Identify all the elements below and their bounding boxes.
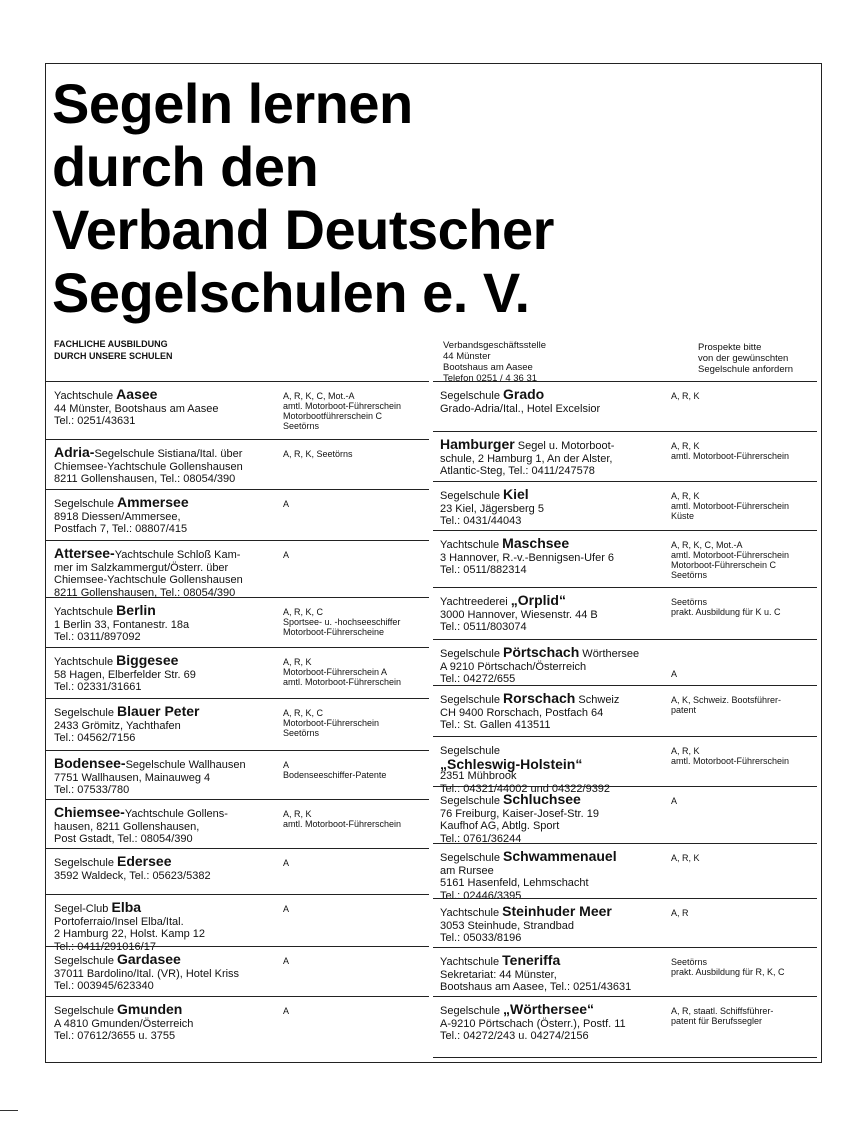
school-name: Schwammenauel (503, 848, 617, 864)
school-address (440, 594, 670, 634)
address-line: hausen, 8211 Gollenshausen, (54, 820, 200, 833)
school-entry-grado (433, 381, 817, 431)
school-type: Yachtschule (54, 390, 117, 402)
address-line: Tel.: 0511/803074 (440, 621, 527, 633)
qualification-line: A, R, K (283, 809, 312, 819)
qualifications (283, 809, 433, 829)
school-entry-gmunden (45, 996, 429, 1046)
school-name: Edersee (117, 853, 172, 869)
school-heading-suffix: Segelschule Sistiana/Ital. über (94, 448, 243, 460)
school-entry-chiemsee (45, 799, 429, 848)
school-type: Yachtschule (440, 907, 503, 919)
address-line: 2433 Grömitz, Yachthafen (54, 719, 181, 732)
qualification-line: amtl. Motorboot-Führerschein (283, 677, 402, 687)
school-entry-poertschach (433, 639, 817, 685)
school-entry-aasee (45, 381, 429, 439)
school-name: Maschsee (502, 535, 570, 551)
school-entry-blauer-peter (45, 698, 429, 750)
school-list-left (45, 381, 429, 1046)
school-address (440, 793, 670, 845)
address-line: 3592 Waldeck, Tel.: 05623/5382 (54, 869, 211, 882)
address-line: Chiemsee-Yachtschule Gollenshausen (54, 574, 243, 586)
school-heading-suffix: Segelschule Wallhausen (125, 759, 246, 771)
school-address (440, 488, 670, 528)
school-type: Yachtreederei (440, 596, 511, 608)
school-address (440, 1003, 670, 1043)
school-address (54, 705, 286, 745)
school-address (440, 646, 670, 686)
qualification-line: Motorboot-Führerschein A (283, 667, 388, 677)
qualifications (283, 904, 433, 914)
school-name: Grado (503, 386, 545, 402)
address-line: Tel.: 02446/3395 (440, 889, 522, 902)
qualifications (671, 391, 821, 401)
qualification-line: amtl. Motorboot-Führerschein (671, 451, 790, 461)
school-address (440, 388, 670, 415)
address-line: Tel.: 0511/882314 (440, 564, 527, 576)
address-line: Tel.: 0761/36244 (440, 832, 522, 845)
school-entry-teneriffa (433, 947, 817, 996)
address-line: Atlantic-Steg, Tel.: 0411/247578 (440, 465, 595, 477)
school-heading (440, 954, 670, 969)
qualification-line: amtl. Motorboot-Führerschein (283, 401, 402, 411)
qualification-line: A, R, K (283, 657, 312, 667)
school-address (54, 654, 286, 694)
qualification-line: A (283, 499, 290, 509)
office-address-line: 44 Münster (443, 351, 491, 362)
address-line: Tel.: 003945/623340 (54, 980, 154, 992)
qualification-line: Motorboot-Führerschein C (671, 560, 777, 570)
school-heading-suffix: Yachtschule Gollens- (124, 808, 228, 820)
school-name: Bodensee- (54, 755, 126, 771)
school-name: Blauer Peter (117, 703, 200, 719)
qualification-line: A (283, 760, 290, 770)
address-line: Tel.: 07533/780 (54, 784, 130, 796)
qualifications (671, 441, 821, 461)
qualification-line: A (283, 858, 290, 868)
address-line: 1 Berlin 33, Fontanestr. 18a (54, 618, 190, 631)
school-address (54, 953, 286, 993)
headline-line: Segelschulen e. V. (52, 261, 530, 324)
school-entry-woerthersee (433, 996, 817, 1045)
address-line: A 9210 Pörtschach/Österreich (440, 660, 587, 673)
school-entry-ammersee (45, 489, 429, 540)
qualifications (283, 1006, 433, 1016)
school-type: Segelschule (440, 745, 500, 757)
qualifications (671, 695, 821, 715)
school-entry-steinhuder-meer (433, 898, 817, 947)
qualification-line: amtl. Motorboot-Führerschein (283, 819, 402, 829)
qualifications (283, 760, 433, 780)
school-heading (54, 806, 286, 821)
school-address (54, 547, 286, 599)
school-type: Segelschule (440, 648, 503, 660)
school-name: Adria- (54, 444, 95, 460)
address-line: Grado-Adria/Ital., Hotel Excelsior (440, 402, 601, 415)
school-address (54, 757, 286, 797)
address-line: Kaufhof AG, Abtlg. Sport (440, 820, 560, 832)
school-name: Pörtschach (503, 644, 580, 660)
school-name: Gmunden (117, 1001, 183, 1017)
school-name: Hamburger (440, 436, 515, 452)
school-entry-gardasee (45, 946, 429, 996)
school-type: Segelschule (54, 707, 117, 719)
school-entry-schluchsee (433, 786, 817, 843)
school-address (54, 806, 286, 846)
qualifications (283, 449, 433, 459)
qualification-line: Bodenseeschiffer-Patente (283, 770, 387, 780)
qualifications (283, 499, 433, 509)
address-line: Postfach 7, Tel.: 08807/415 (54, 523, 188, 535)
school-heading (54, 604, 286, 619)
address-line: am Rursee (440, 864, 494, 877)
headline (52, 72, 812, 324)
school-type: Yachtschule (54, 656, 117, 668)
address-line: 5161 Hasenfeld, Lehmschacht (440, 877, 589, 889)
school-heading (440, 537, 670, 552)
address-line: Tel.: 04562/7156 (54, 732, 136, 744)
school-name: Chiemsee- (54, 804, 125, 820)
address-line: Bootshaus am Aasee, Tel.: 0251/43631 (440, 981, 632, 993)
qualifications (671, 649, 821, 679)
school-entry-orplid (433, 587, 817, 639)
school-address (440, 537, 670, 577)
school-type: Yachtschule (440, 539, 503, 551)
qualification-line: patent für Berufssegler (671, 1016, 763, 1026)
school-address (440, 692, 670, 732)
school-type: Segelschule (54, 857, 117, 869)
address-line: Tel.: 04321/44002 und 04322/9392 (440, 782, 611, 795)
qualification-line: amtl. Motorboot-Führerschein (671, 756, 790, 766)
school-type: Segelschule (440, 390, 503, 402)
address-line: 3 Hannover, R.-v.-Bennigsen-Ufer 6 (440, 551, 615, 564)
school-entry-schwammenauel (433, 843, 817, 902)
address-line: 37011 Bardolino/Ital. (VR), Hotel Kriss (54, 967, 240, 980)
qualification-line: Motorbootführerschein C (283, 411, 383, 421)
qualifications (671, 491, 821, 521)
school-name: Aasee (116, 386, 158, 402)
training-note-line: FACHLICHE AUSBILDUNG (54, 339, 168, 349)
school-entry-biggesee (45, 647, 429, 698)
training-note-line: DURCH UNSERE SCHULEN (54, 351, 173, 361)
qualification-line: A, R, K, Seetörns (283, 449, 353, 459)
school-type: Segelschule (440, 490, 503, 502)
address-line: A-9210 Pörtschach (Österr.), Postf. 11 (440, 1017, 626, 1030)
qualification-line: Küste (671, 511, 695, 521)
school-type: Segelschule (54, 955, 117, 967)
address-line: „Schleswig-Holstein“ (440, 755, 583, 772)
brochure-note-line: Prospekte bitte (698, 342, 762, 353)
qualification-line: A, K, Schweiz. Bootsführer- (671, 695, 782, 705)
school-name: Biggesee (116, 652, 179, 668)
address-line: Tel.: St. Gallen 413511 (440, 719, 551, 731)
qualification-line: Sportsee- u. -hochseeschiffer (283, 617, 401, 627)
qualification-line: A, R (671, 908, 689, 918)
qualification-line: Seetörns (283, 728, 320, 738)
headline-line: durch den (52, 135, 319, 198)
address-line: Tel.: 04272/655 (440, 673, 516, 685)
address-line: Tel.: 0411/291016/17 (54, 940, 156, 953)
school-entry-berlin (45, 597, 429, 647)
school-name: Steinhuder Meer (502, 903, 612, 919)
school-heading (54, 547, 286, 562)
address-line: 8211 Gollenshausen, Tel.: 08054/390 (54, 473, 236, 485)
qualification-line: amtl. Motorboot-Führerschein (671, 550, 790, 560)
qualifications (671, 853, 821, 863)
qualification-line: A, R, K, C, Mot.-A (671, 540, 743, 550)
qualification-line: A (283, 956, 290, 966)
school-heading (54, 901, 286, 916)
qualification-line: A, R, K (671, 491, 700, 501)
qualification-line: Seetörns (671, 957, 708, 967)
qualification-line: amtl. Motorboot-Führerschein (671, 501, 790, 511)
school-address (440, 905, 670, 945)
school-entry-maschsee (433, 530, 817, 587)
school-heading (54, 1003, 286, 1018)
school-name: Gardasee (117, 951, 181, 967)
address-line: mer im Salzkammergut/Österr. über (54, 561, 229, 574)
qualification-line: A (283, 904, 290, 914)
school-heading (440, 850, 670, 865)
office-address-line: Verbandsgeschäftsstelle (443, 340, 546, 351)
qualifications (671, 957, 821, 977)
brochure-note (698, 342, 818, 375)
school-heading (440, 1003, 670, 1018)
school-name: „Orplid“ (510, 592, 566, 608)
address-line: Post Gstadt, Tel.: 08054/390 (54, 833, 193, 845)
qualification-line (671, 649, 821, 659)
school-name: Rorschach (503, 690, 576, 706)
qualifications (283, 550, 433, 560)
qualifications (283, 708, 433, 738)
address-line: 7751 Wallhausen, Mainauweg 4 (54, 771, 211, 784)
qualification-line: A, R, K, C (283, 708, 324, 718)
qualification-line: Seetörns (671, 570, 708, 580)
school-type: Segelschule (440, 694, 503, 706)
qualification-line: A (283, 1006, 290, 1016)
address-line: 23 Kiel, Jägersberg 5 (440, 502, 544, 515)
school-type: Segel-Club (54, 903, 112, 915)
address-line: 44 Münster, Bootshaus am Aasee (54, 402, 219, 415)
school-address (54, 496, 286, 536)
qualification-line (671, 659, 821, 669)
qualification-line: A, R, K (671, 853, 700, 863)
office-address-line: Bootshaus am Aasee (443, 362, 533, 373)
headline-line: Verband Deutscher (52, 198, 554, 261)
school-heading (54, 855, 286, 870)
school-type: Yachtschule (440, 956, 503, 968)
school-type: Segelschule (440, 852, 503, 864)
school-type: Yachtschule (54, 606, 117, 618)
school-heading (440, 438, 670, 453)
school-heading (54, 705, 286, 720)
school-entry-kiel (433, 481, 817, 530)
address-line: schule, 2 Hamburg 1, An der Alster, (440, 452, 613, 465)
school-name: Kiel (503, 486, 529, 502)
address-line: Tel.: 02331/31661 (54, 681, 142, 693)
qualification-line: Motorboot-Führerschein (283, 718, 380, 728)
school-type: Segelschule (54, 1005, 117, 1017)
qualification-line: Seetörns (671, 597, 708, 607)
school-address (54, 446, 286, 486)
school-list-right (433, 381, 817, 1045)
address-line: 76 Freiburg, Kaiser-Josef-Str. 19 (440, 807, 599, 820)
qualifications (283, 607, 433, 637)
qualification-line: A, R, K (671, 441, 700, 451)
school-heading-suffix: Yachtschule Schloß Kam- (114, 549, 241, 561)
qualification-line: Motorboot-Führerscheine (283, 627, 385, 637)
qualification-line: patent (671, 705, 697, 715)
school-heading (440, 905, 670, 920)
school-address (440, 954, 670, 994)
school-entry-schleswig-holstein (433, 736, 817, 795)
qualifications (671, 796, 821, 806)
address-line: Tel.: 04272/243 u. 04274/2156 (440, 1030, 589, 1042)
school-entry-attersee (45, 540, 429, 597)
address-line: Portoferraio/Insel Elba/Ital. (54, 915, 184, 928)
address-line: A 4810 Gmunden/Österreich (54, 1017, 194, 1030)
qualification-line: prakt. Ausbildung für K u. C (671, 607, 781, 617)
divider (433, 1057, 817, 1058)
school-address (54, 388, 286, 428)
address-line: 2351 Mühbrook (440, 770, 517, 782)
brochure-note-line: von der gewünschten (698, 353, 789, 364)
address-line: 3000 Hannover, Wiesenstr. 44 B (440, 608, 598, 621)
school-heading (440, 692, 670, 707)
address-line: CH 9400 Rorschach, Postfach 64 (440, 706, 604, 719)
address-line: 8211 Gollenshausen, Tel.: 08054/390 (54, 586, 236, 599)
qualification-line: prakt. Ausbildung für R, K, C (671, 967, 785, 977)
headline-line: Segeln lernen (52, 72, 413, 135)
qualification-line: A (283, 550, 290, 560)
qualifications (283, 657, 433, 687)
qualifications (671, 540, 821, 580)
school-heading (440, 488, 670, 503)
qualifications (283, 858, 433, 868)
qualification-line: Seetörns (283, 421, 320, 431)
training-note (54, 338, 354, 362)
school-name: Teneriffa (502, 952, 561, 968)
school-address (54, 1003, 286, 1043)
school-heading (54, 446, 286, 461)
qualification-line: A, R, K, C, Mot.-A (283, 391, 355, 401)
office-address-line: Telefon 0251 / 4 36 31 (443, 373, 538, 384)
school-entry-adria (45, 439, 429, 489)
school-heading (440, 388, 670, 403)
qualifications (671, 1006, 821, 1026)
address-line: Tel.: 07612/3655 u. 3755 (54, 1030, 176, 1042)
school-heading (440, 594, 670, 609)
qualifications (671, 908, 821, 918)
school-heading (54, 757, 286, 772)
address-line: Chiemsee-Yachtschule Gollenshausen (54, 460, 243, 473)
school-name: Schluchsee (503, 791, 581, 807)
school-name: „Wörthersee“ (503, 1001, 595, 1017)
school-heading (54, 496, 286, 511)
school-entry-edersee (45, 848, 429, 894)
address-line: 8918 Diessen/Ammersee, (54, 510, 181, 523)
qualification-line: A (671, 796, 678, 806)
school-name: Berlin (116, 602, 156, 618)
qualification-line: A (671, 669, 678, 679)
qualifications (671, 746, 821, 766)
school-heading (440, 646, 670, 661)
school-entry-bodensee (45, 750, 429, 799)
school-heading (54, 953, 286, 968)
school-name: Ammersee (117, 494, 189, 510)
qualification-line: A, R, K (671, 746, 700, 756)
school-name: Attersee- (54, 545, 115, 561)
qualifications (671, 597, 821, 617)
scan-mark (0, 1110, 18, 1119)
school-entry-hamburger (433, 431, 817, 481)
address-line: Sekretariat: 44 Münster, (440, 968, 557, 981)
school-address (440, 850, 670, 902)
office-address (443, 340, 673, 384)
school-type: Segelschule (54, 498, 117, 510)
school-heading-suffix: Schweiz (575, 694, 620, 706)
school-heading (54, 388, 286, 403)
school-entry-elba (45, 894, 429, 953)
address-line: Tel.: 0251/43631 (54, 415, 136, 427)
school-heading (54, 654, 286, 669)
qualification-line: A, R, K (671, 391, 700, 401)
qualifications (283, 956, 433, 966)
school-type: Segelschule (440, 795, 503, 807)
school-address (54, 604, 286, 644)
school-heading-suffix: Wörthersee (579, 648, 640, 660)
school-address (440, 438, 670, 478)
address-line: 2 Hamburg 22, Holst. Kamp 12 (54, 928, 206, 940)
address-line: 3053 Steinhude, Strandbad (440, 919, 574, 932)
school-address (54, 855, 286, 882)
brochure-note-line: Segelschule anfordern (698, 364, 794, 375)
qualifications (283, 391, 433, 431)
qualification-line: A, R, K, C (283, 607, 324, 617)
school-type: Segelschule (440, 1005, 503, 1017)
school-entry-rorschach (433, 685, 817, 736)
school-heading (440, 793, 670, 808)
school-name: Elba (111, 899, 142, 915)
school-heading-suffix: Segel u. Motorboot- (514, 440, 615, 452)
address-line: 58 Hagen, Elberfelder Str. 69 (54, 668, 196, 681)
address-line: Tel.: 0431/44043 (440, 515, 522, 527)
address-line: Tel.: 05033/8196 (440, 932, 522, 944)
address-line: Tel.: 0311/897092 (54, 631, 141, 643)
qualification-line: A, R, staatl. Schiffsführer- (671, 1006, 774, 1016)
